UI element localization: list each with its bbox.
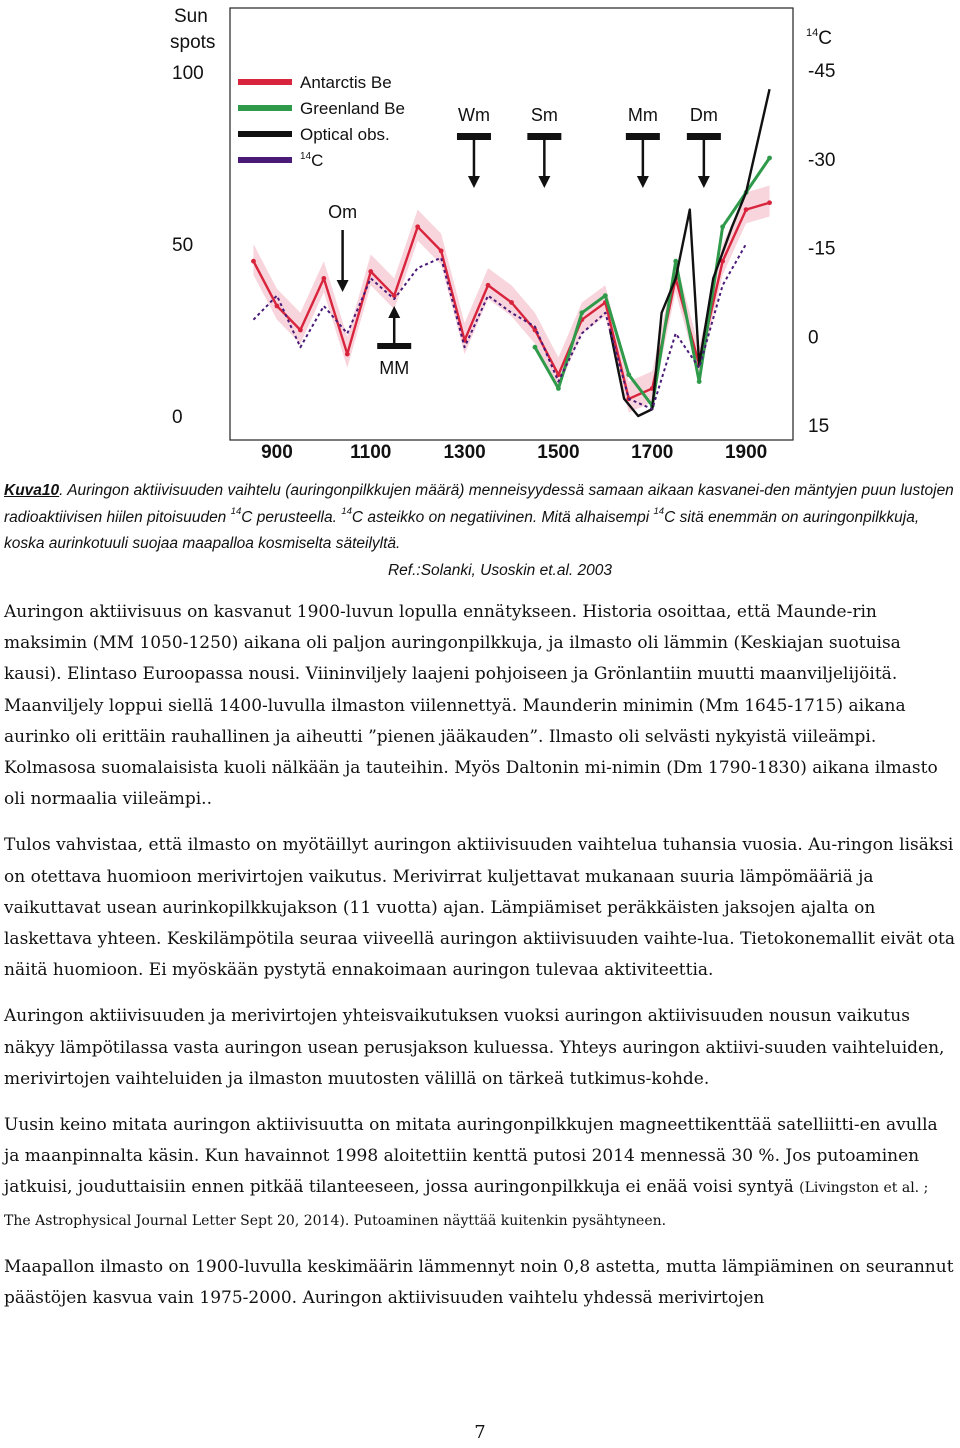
paragraph-4: [4, 1110, 956, 1237]
caption-text-4: C sitä enemmän on auringonpilkkuja, koska aurinkotuuli suojaa maapalloa kosmiselta säteilyltä.: [4, 508, 920, 552]
left-tick-label: 0: [172, 407, 183, 428]
left-tick-label: 50: [172, 235, 194, 256]
caption-text-1: . Auringon aktiivisuuden vaihtelu (auringonpilkkujen määrä) menneisyydessä samaan aikaan kasvanei-den mäntyjen puun lustojen radioaktiivisen hiilen pitoisuuden: [4, 482, 954, 526]
series-antarctis-be-point: [368, 269, 373, 274]
left-axis-title-line2: spots: [170, 32, 216, 53]
sunspot-chart: [160, 0, 860, 468]
left-axis-ticks: [172, 63, 204, 428]
series-antarctis-be-point: [275, 304, 280, 309]
series-antarctis-be-point: [321, 276, 326, 281]
series-greenland-be-point: [603, 293, 608, 298]
series-antarctis-be-point: [767, 200, 772, 205]
series-antarctis-be-point: [486, 283, 491, 288]
paragraph-3: Auringon aktiivisuuden ja merivirtojen yhteisvaikutuksen vuoksi auringon aktiivisuuden nousun vaikutus näkyy lämpötilassa vasta auringon usean perusjakson kuluessa. Yhteys auringon aktiivi-suuden vaihteluiden, merivirtojen vaihteluiden ja ilmaston muutosten välillä on tärkeä tutkimus-kohde.: [4, 1006, 945, 1089]
paragraph-1: Auringon aktiivisuus on kasvanut 1900-luvun lopulla ennätykseen. Historia osoittaa, että Maunde-rin maksimin (MM 1050-1250) aikana oli paljon auringonpilkkuja, ja ilmasto oli lämmin (Keskiajan suotuisa kausi). Elintaso Euroopassa nousi. Viininviljely laajeni pohjoiseen ja Grönlantiin muutti maanviljelijöitä. Maanviljely loppui siellä 1400-luvulla ilmaston viilennettyä. Maunderin minimin (Mm 1645-1715) aikana aurinko oli erittäin rauhallinen ja aiheutti ”pienen jääkauden”. Ilmasto oli selvästi nykyistä viileämpi. Kolmasosa suomalaisista kuoli nälkään ja tauteihin. Myös Daltonin mi-nimin (Dm 1790-1830) aikana ilmasto oli normaalia viileämpi..: [4, 602, 938, 810]
annotation-wm-label: Wm: [457, 105, 490, 125]
annotation-wm-bar: [457, 133, 491, 140]
series-greenland-be-point: [533, 345, 538, 350]
right-tick-label: 15: [808, 416, 830, 437]
series-antarctis-be-point: [744, 207, 749, 212]
right-tick-label: -30: [808, 149, 836, 171]
series-greenland-be-point: [767, 156, 772, 161]
paragraph-4-citation: (Livingston et al. ; The Astrophysical Journal Letter Sept 20, 2014). Putoaminen näyttää kuitenkin pysähtyneen.: [4, 1180, 929, 1229]
caption-label: Kuva10: [4, 482, 60, 499]
annotation-dm-label: Dm: [689, 105, 718, 125]
annotation-wm-arrowhead: [468, 176, 480, 188]
caption-sup-1: 14: [230, 506, 242, 518]
x-axis-ticks: [261, 442, 767, 463]
series-greenland-be-point: [697, 379, 702, 384]
annotation-mm-arrowhead: [637, 176, 649, 188]
annotation-dm-bar: [687, 133, 721, 140]
paragraph-4-main: Uusin keino mitata auringon aktiivisuutta on mitata auringonpilkkujen magneettikenttää satelliitti-en avulla ja maanpinnalta käsin. Kun havainnot 1998 aloitettiin kenttä putosi 2014 mennessä 30 %. Jos putoaminen jatkuisi, jouduttaisiin ennen pitkää tilanteeseen, jossa auringonpilkkuja ei enää voisi syntyä: [4, 1115, 938, 1198]
series-greenland-be-line: [535, 158, 770, 406]
paragraph-5: Maapallon ilmasto on 1900-luvulla keskimäärin lämmennyt noin 0,8 astetta, mutta lämpiäminen on seurannut päästöjen kasvua vain 1975-2000. Auringon aktiivisuuden vaihtelu yhdessä merivirtojen: [4, 1256, 954, 1309]
caption-reference: Ref.:Solanki, Usoskin et.al. 2003: [387, 561, 612, 579]
legend-label: Greenland Be: [300, 99, 405, 118]
series-antarctis-be-point: [251, 259, 256, 264]
sunspot-figure: [160, 0, 860, 468]
x-tick-label: 1900: [724, 442, 768, 463]
legend: [238, 73, 405, 170]
series-greenland-be-point: [720, 224, 725, 229]
x-tick-label: 1500: [537, 442, 580, 463]
annotation-om-arrowhead: [337, 280, 349, 292]
legend-label: $^{14}$C: [300, 151, 324, 170]
caption-sup-2: 14: [341, 506, 352, 518]
annotation-mm-max-label: MM: [379, 358, 410, 378]
left-axis-title-line1: Sun: [174, 6, 208, 27]
page-number: 7: [474, 1422, 486, 1443]
annotation-mm-label: Mm: [627, 105, 658, 125]
right-tick-label: 0: [808, 327, 819, 349]
right-tick-label: -45: [808, 61, 836, 82]
series-antarctis-be-point: [509, 300, 514, 305]
annotation-om-label: Om: [328, 202, 358, 222]
series-antarctis-be-point: [345, 352, 350, 357]
x-tick-label: 1700: [631, 442, 674, 463]
series-14c-line: [253, 244, 746, 409]
caption-text-2: C perusteella.: [241, 508, 342, 526]
right-tick-label: -15: [808, 238, 836, 260]
series-antarctis-be-point: [298, 328, 303, 333]
series-greenland-be-point: [673, 259, 678, 264]
annotation-mm-max-bar: [377, 343, 411, 349]
annotation-sm-arrowhead: [538, 176, 550, 188]
series-antarctis-be-point: [392, 293, 397, 298]
series-greenland-be-point: [556, 386, 561, 391]
legend-label: Optical obs.: [300, 125, 390, 144]
paragraph-2: Tulos vahvistaa, että ilmasto on myötäillyt auringon aktiivisuuden vaihtelua tuhansia vuosia. Au-ringon lisäksi on otettava huomioon merivirtojen vaikutus. Merivirrat kuljettavat mukanaan suuria lämpömääriä ja vaikuttavat usean aurinkopilkkujakson (11 vuotta) ajan. Lämpiämiset peräkkäisten jaksojen ajalta on laskettava yhteen. Keskilämpötila seuraa viiveellä auringon aktiivisuuden vaihte-lua. Tietokonemallit eivät ota näitä huomioon. Ei myöskään pystytä ennakoimaan auringon tulevaa aktiviteettia.: [4, 835, 956, 981]
annotation-mm-bar: [626, 133, 660, 140]
article-body: [4, 597, 956, 1329]
annotation-sm-bar: [527, 133, 561, 140]
annotation-sm-label: Sm: [530, 105, 558, 125]
series-greenland-be-point: [579, 310, 584, 315]
caption-text-3: C asteikko on negatiivinen. Mitä alhaisempi: [351, 508, 654, 526]
left-tick-label: 100: [172, 63, 204, 84]
figure-caption: [4, 478, 956, 584]
annotation-dm-arrowhead: [698, 176, 710, 188]
x-tick-label: 1100: [350, 442, 392, 463]
caption-sup-3: 14: [653, 506, 665, 518]
series-greenland-be-point: [626, 372, 631, 377]
right-axis-ticks: [808, 61, 835, 437]
x-tick-label: 900: [261, 442, 293, 463]
series-antarctis-be-point: [439, 248, 444, 253]
series-antarctis-be-point: [415, 224, 420, 229]
legend-label: Antarctis Be: [300, 73, 392, 92]
x-tick-label: 1300: [443, 442, 486, 463]
right-axis-title: $^{14}$C: [806, 27, 832, 49]
